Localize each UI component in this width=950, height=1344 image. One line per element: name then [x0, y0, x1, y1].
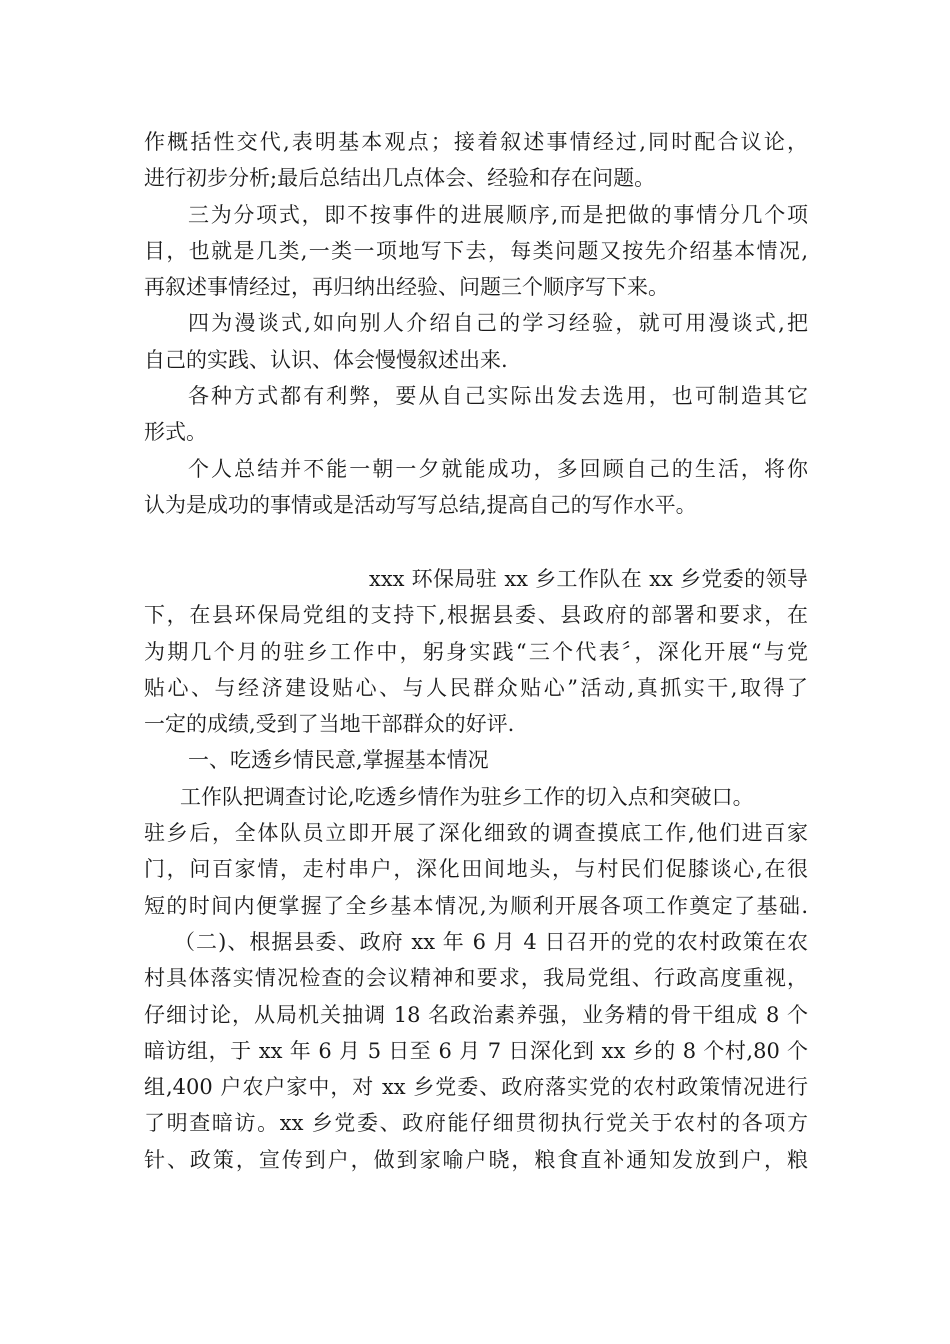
text-line: 仔细讨论，从局机关抽调 18 名政治素养强，业务精的骨干组成 8 个	[144, 1002, 808, 1027]
text-line: 工作队把调查讨论,吃透乡情作为驻乡工作的切入点和突破口。	[180, 784, 754, 809]
text-line: 了明查暗访。xx 乡党委、政府能仔细贯彻执行党关于农村的各项方	[144, 1111, 808, 1136]
text-line: 村具体落实情况检查的会议精神和要求，我局党组、行政高度重视，	[144, 966, 808, 991]
text-line: 进行初步分析;最后总结出几点体会、经验和存在问题。	[144, 166, 656, 191]
text-line: 门，问百家情，走村串户，深化田间地头，与村民们促膝谈心,在很	[144, 857, 808, 882]
text-line: xxx 环保局驻 xx 乡工作队在 xx 乡党委的领导	[369, 567, 808, 591]
text-block-2	[144, 561, 808, 1178]
text-line: 为期几个月的驻乡工作中，躬身实践“三个代表〞，深化开展“与党	[144, 639, 808, 664]
text-line: 驻乡后，全体队员立即开展了深化细致的调查摸底工作,他们进百家	[144, 821, 808, 846]
text-line: 目，也就是几类,一类一项地写下去，每类问题又按先介绍基本情况,	[144, 238, 808, 263]
section-heading: 一、吃透乡情民意,掌握基本情况	[188, 748, 489, 773]
text-line: 短的时间内便掌握了全乡基本情况,为顺利开展各项工作奠定了基础.	[144, 893, 808, 918]
text-line: （二)、根据县委、政府 xx 年 6 月 4 日召开的党的农村政策在农	[174, 929, 808, 954]
text-line: 各种方式都有利弊，要从自己实际出发去选用，也可制造其它	[188, 384, 808, 409]
text-line: 贴心、与经济建设贴心、与人民群众贴心”活动,真抓实干,取得了	[144, 675, 808, 700]
text-line: 三为分项式，即不按事件的进展顺序,而是把做的事情分几个项	[188, 202, 808, 227]
text-line: 下，在县环保局党组的支持下,根据县委、县政府的部署和要求，在	[144, 603, 808, 628]
text-line: 自己的实践、认识、体会慢慢叙述出来.	[144, 347, 508, 372]
text-line: 暗访组，于 xx 年 6 月 5 日至 6 月 7 日深化到 xx 乡的 8 个村,80 个	[144, 1038, 808, 1063]
text-line: 形式。	[144, 420, 207, 445]
text-line: 个人总结并不能一朝一夕就能成功，多回顾自己的生活，将你	[188, 456, 808, 481]
text-block-1	[144, 124, 808, 523]
text-line: 认为是成功的事情或是活动写写总结,提高自己的写作水平。	[144, 492, 697, 517]
text-line: 组,400 户农户家中，对 xx 乡党委、政府落实党的农村政策情况进行	[144, 1075, 808, 1100]
text-line: 一定的成绩,受到了当地干部群众的好评.	[144, 712, 515, 737]
text-line: 针、政策，宣传到户，做到家喻户晓，粮食直补通知发放到户，粮	[144, 1147, 808, 1172]
text-line: 再叙述事情经过，再归纳出经验、问题三个顺序写下来。	[144, 275, 669, 300]
text-line: 作概括性交代,表明基本观点；接着叙述事情经过,同时配合议论，	[144, 130, 808, 154]
text-line: 四为漫谈式,如向别人介绍自己的学习经验，就可用漫谈式,把	[188, 311, 808, 336]
